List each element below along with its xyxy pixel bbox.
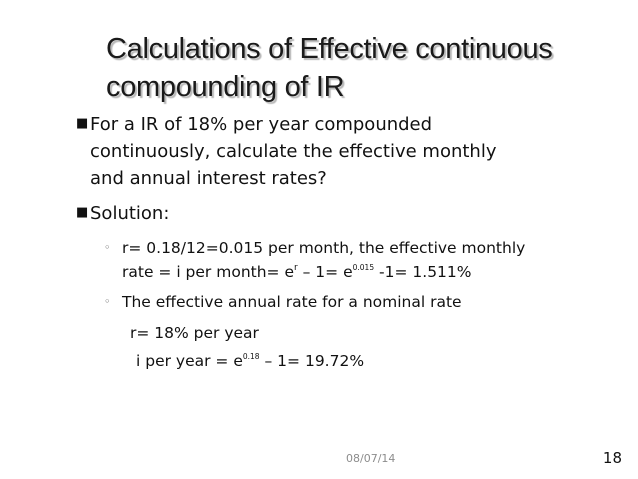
- footer-date: 08/07/14: [346, 452, 396, 465]
- title-line-1: Calculations of Effective continuous: [106, 33, 553, 65]
- sub-bullet-monthly-line-1: r= 0.18/12=0.015 per month, the effective monthly: [122, 239, 526, 257]
- square-bullet-icon: ■: [76, 116, 89, 131]
- sub-bullet-monthly: [104, 236, 574, 284]
- bullet-question: [76, 111, 556, 192]
- bullet-question-line-1: For a IR of 18% per year compounded: [90, 114, 433, 135]
- circle-bullet-icon: ◦: [104, 241, 111, 254]
- title-line-2: compounding of IR: [106, 71, 345, 103]
- slide-title: [106, 30, 626, 106]
- circle-bullet-icon: ◦: [104, 295, 111, 308]
- square-bullet-icon: ■: [76, 205, 89, 220]
- bullet-question-line-2: continuously, calculate the effective monthly: [90, 141, 497, 162]
- sub-bullet-annual: [104, 290, 574, 314]
- nominal-rate-line: r= 18% per year: [130, 324, 259, 342]
- sub-bullet-annual-line-1: The effective annual rate for a nominal rate: [122, 293, 462, 311]
- slide-number: 18: [602, 449, 622, 467]
- bullet-solution: [76, 200, 556, 227]
- bullet-question-line-3: and annual interest rates?: [90, 168, 327, 189]
- sub-bullet-monthly-line-2: rate = i per month= $e^r - 1= e^{0.015}$ -1= 1.511%: [122, 263, 472, 281]
- annual-rate-line: i per year = $e^{0.18} - 1= 19.72\%$: [136, 352, 365, 370]
- bullet-solution-label: Solution:: [90, 203, 170, 224]
